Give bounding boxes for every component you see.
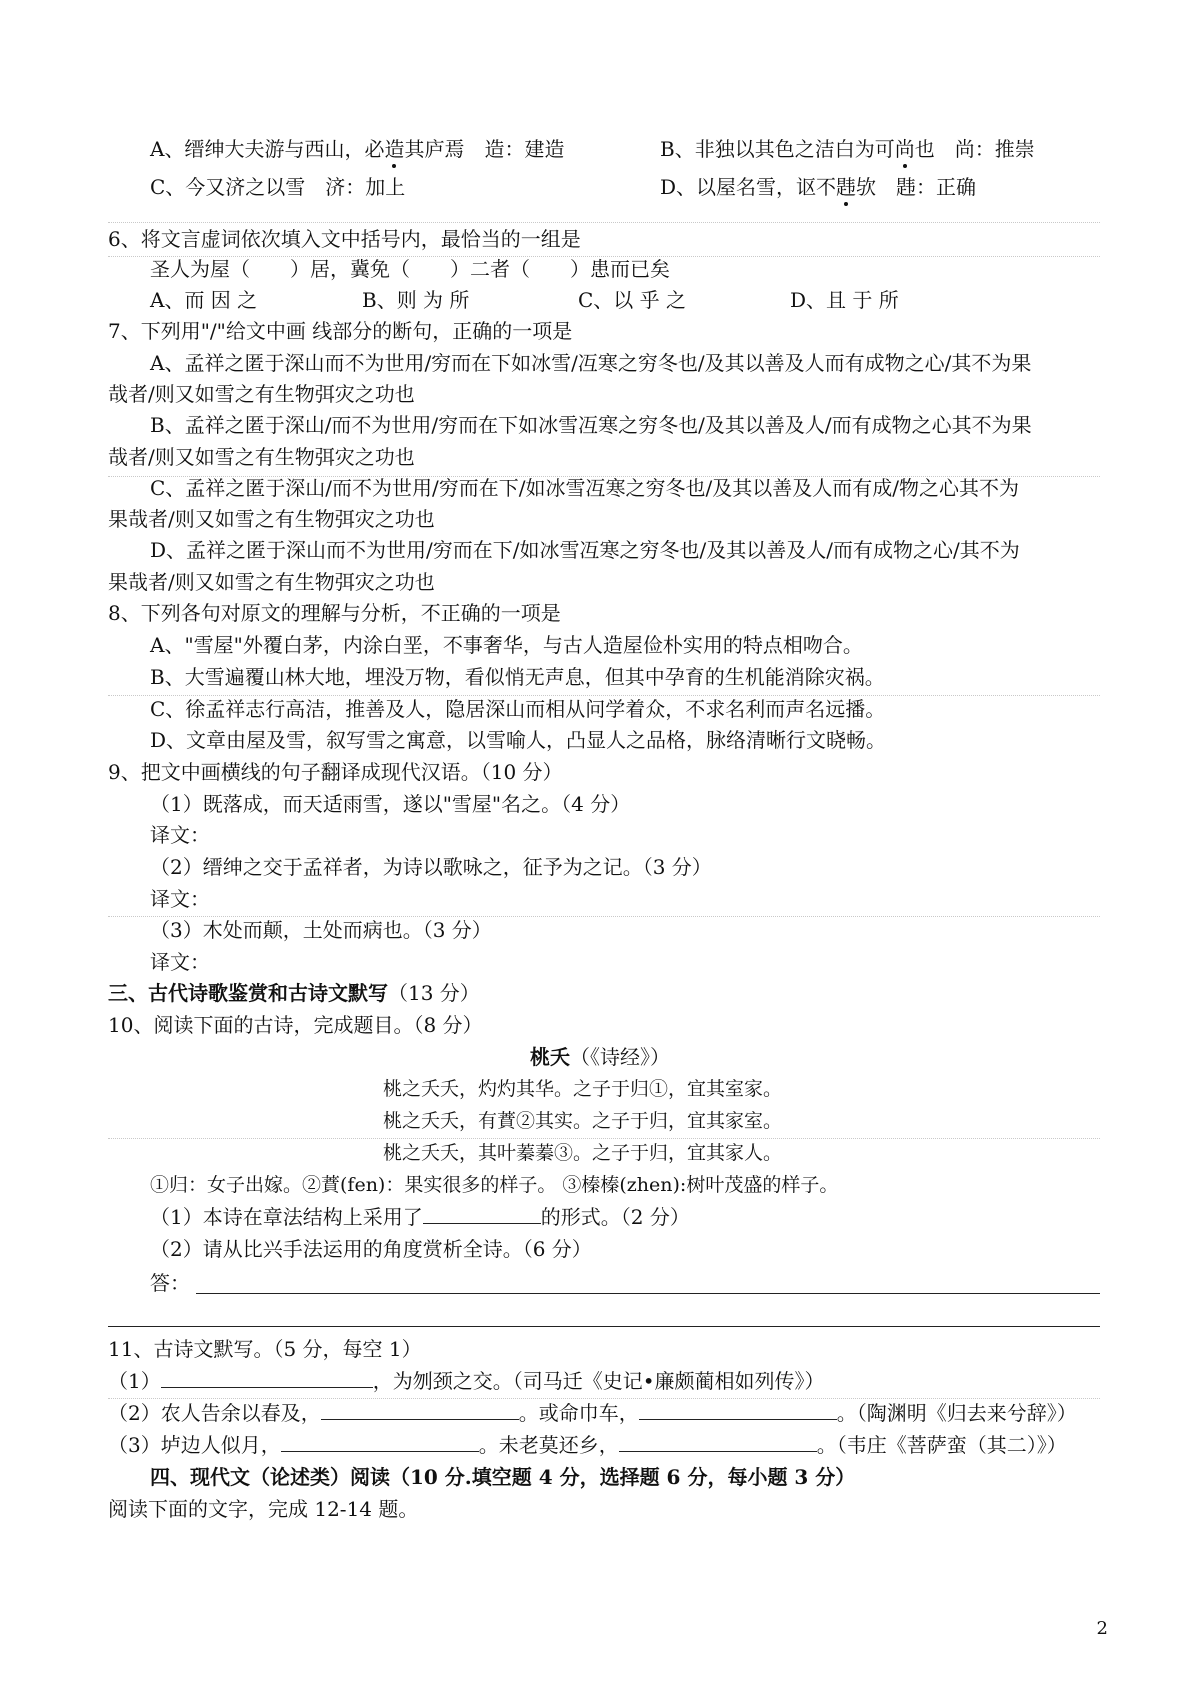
q11-line-2: （2）农人告余以春及， 。或命巾车， 。（陶渊明《归去来兮辞》）: [108, 1401, 1077, 1425]
q5-option-d: D、以屋名雪，讴不韪欤 韪：正确: [660, 175, 977, 199]
dotted-divider: [108, 256, 1100, 257]
poem-line-1: 桃之夭夭，灼灼其华。之子于归①，宜其室家。: [383, 1078, 783, 1100]
q8-option-a: A、"雪屋"外覆白茅，内涂白垩，不事奢华，与古人造屋俭朴实用的特点相吻合。: [150, 633, 863, 657]
fill-blank[interactable]: [281, 1433, 479, 1452]
q5-option-a: A、缙绅大夫游与西山，必造其庐焉 造：建造: [150, 137, 565, 161]
q6-sentence: 圣人为屋（ ）居，冀免（ ）二者（ ）患而已矣: [150, 257, 670, 281]
section-3-heading: 三、古代诗歌鉴赏和古诗文默写（13 分）: [108, 981, 480, 1005]
q10-sub1: （1）本诗在章法结构上采用了 的形式。（2 分）: [150, 1205, 690, 1229]
q9-sentence-2: （2）缙绅之交于孟祥者，为诗以歌咏之，征予为之记。（3 分）: [150, 855, 712, 879]
emphasis-mark: 尚: [894, 137, 915, 161]
q7-option-b: B、孟祥之匿于深山/而不为世用/穷而在下如冰雪冱寒之穷冬也/及其以善及人/而有成物之心其不为果: [150, 413, 1032, 437]
q7-stem: 7、下列用"/"给文中画 线部分的断句，正确的一项是: [108, 319, 573, 343]
dotted-divider: [108, 1398, 1100, 1399]
q7-option-a-cont: 哉者/则又如雪之有生物弭灾之功也: [108, 382, 415, 406]
q9-sentence-1: （1）既落成，而天适雨雪，遂以"雪屋"名之。（4 分）: [150, 792, 631, 816]
q6-stem: 6、将文言虚词依次填入文中括号内，最恰当的一组是: [108, 227, 581, 251]
q8-option-d: D、文章由屋及雪，叙写雪之寓意，以雪喻人，凸显人之品格，脉络清晰行文晓畅。: [150, 728, 887, 752]
poem-title: 桃夭（《诗经》）: [530, 1045, 670, 1069]
q9-stem: 9、把文中画横线的句子翻译成现代汉语。（10 分）: [108, 760, 563, 784]
poem-line-2: 桃之夭夭，有蕡②其实。之子于归，宜其家室。: [383, 1110, 783, 1132]
q6-option-a: A、而 因 之: [150, 288, 258, 312]
q8-stem: 8、下列各句对原文的理解与分析，不正确的一项是: [108, 601, 561, 625]
q6-option-c: C、以 乎 之: [578, 288, 687, 312]
emphasis-mark: 韪: [836, 175, 857, 199]
answer-line-2[interactable]: [108, 1326, 1100, 1327]
fill-blank[interactable]: [321, 1401, 519, 1420]
q7-option-b-cont: 哉者/则又如雪之有生物弭灾之功也: [108, 445, 415, 469]
q7-option-a: A、孟祥之匿于深山而不为世用/穷而在下如冰雪/冱寒之穷冬也/及其以善及人而有成物之心/其不为果: [150, 351, 1032, 375]
q11-line-1: （1） ，为刎颈之交。（司马迁《史记•廉颇蔺相如列传》）: [108, 1369, 825, 1393]
q9-translation-label-3: 译文：: [150, 950, 210, 974]
q10-stem: 10、阅读下面的古诗，完成题目。（8 分）: [108, 1013, 483, 1037]
page-number: 2: [1096, 1618, 1108, 1639]
q7-option-c-cont: 果哉者/则又如雪之有生物弭灾之功也: [108, 507, 435, 531]
q9-translation-label-1: 译文：: [150, 823, 210, 847]
dotted-divider: [108, 1138, 1100, 1139]
fill-blank[interactable]: [639, 1401, 837, 1420]
q11-line-3: （3）垆边人似月， 。未老莫还乡， 。（韦庄《菩萨蛮（其二）》）: [108, 1433, 1067, 1457]
q9-sentence-3: （3）木处而颠，土处而病也。（3 分）: [150, 918, 492, 942]
q5-option-b: B、非独以其色之洁白为可尚也 尚：推崇: [660, 137, 1035, 161]
section-4-intro: 阅读下面的文字，完成 12-14 题。: [108, 1497, 419, 1521]
q8-option-c: C、徐孟祥志行高洁，推善及人，隐居深山而相从问学着众，不求名利而声名远播。: [150, 697, 886, 721]
section-4-heading: 四、现代文（论述类）阅读（10 分.填空题 4 分，选择题 6 分，每小题 3 分）: [150, 1465, 856, 1489]
q11-stem: 11、古诗文默写。（5 分，每空 1）: [108, 1337, 422, 1361]
q9-translation-label-2: 译文：: [150, 887, 210, 911]
q6-option-b: B、则 为 所: [362, 288, 470, 312]
q10-answer-label: 答：: [150, 1271, 190, 1295]
q7-option-c: C、孟祥之匿于深山/而不为世用/穷而在下/如冰雪冱寒之穷冬也/及其以善及人而有成/物之心其不为: [150, 476, 1019, 500]
q7-option-d: D、孟祥之匿于深山而不为世用/穷而在下/如冰雪冱寒之穷冬也/及其以善及人/而有成物之心/其不为: [150, 538, 1020, 562]
q10-sub2: （2）请从比兴手法运用的角度赏析全诗。（6 分）: [150, 1237, 592, 1261]
q6-option-d: D、且 于 所: [790, 288, 899, 312]
q5-option-c: C、今又济之以雪 济：加上: [150, 175, 406, 199]
q8-option-b: B、大雪遍覆山林大地，埋没万物，看似悄无声息，但其中孕育的生机能消除灾祸。: [150, 665, 885, 689]
fill-blank[interactable]: [161, 1369, 373, 1388]
poem-notes: ①归：女子出嫁。②蕡(fen)：果实很多的样子。 ③榛榛(zhen):树叶茂盛的样子。: [150, 1174, 839, 1196]
fill-blank[interactable]: [423, 1205, 541, 1224]
poem-line-3: 桃之夭夭，其叶蓁蓁③。之子于归，宜其家人。: [383, 1142, 783, 1164]
fill-blank[interactable]: [619, 1433, 817, 1452]
q7-option-d-cont: 果哉者/则又如雪之有生物弭灾之功也: [108, 570, 435, 594]
emphasis-mark: 造: [384, 137, 405, 161]
answer-line-1[interactable]: [196, 1293, 1100, 1294]
dotted-divider: [108, 222, 1100, 223]
